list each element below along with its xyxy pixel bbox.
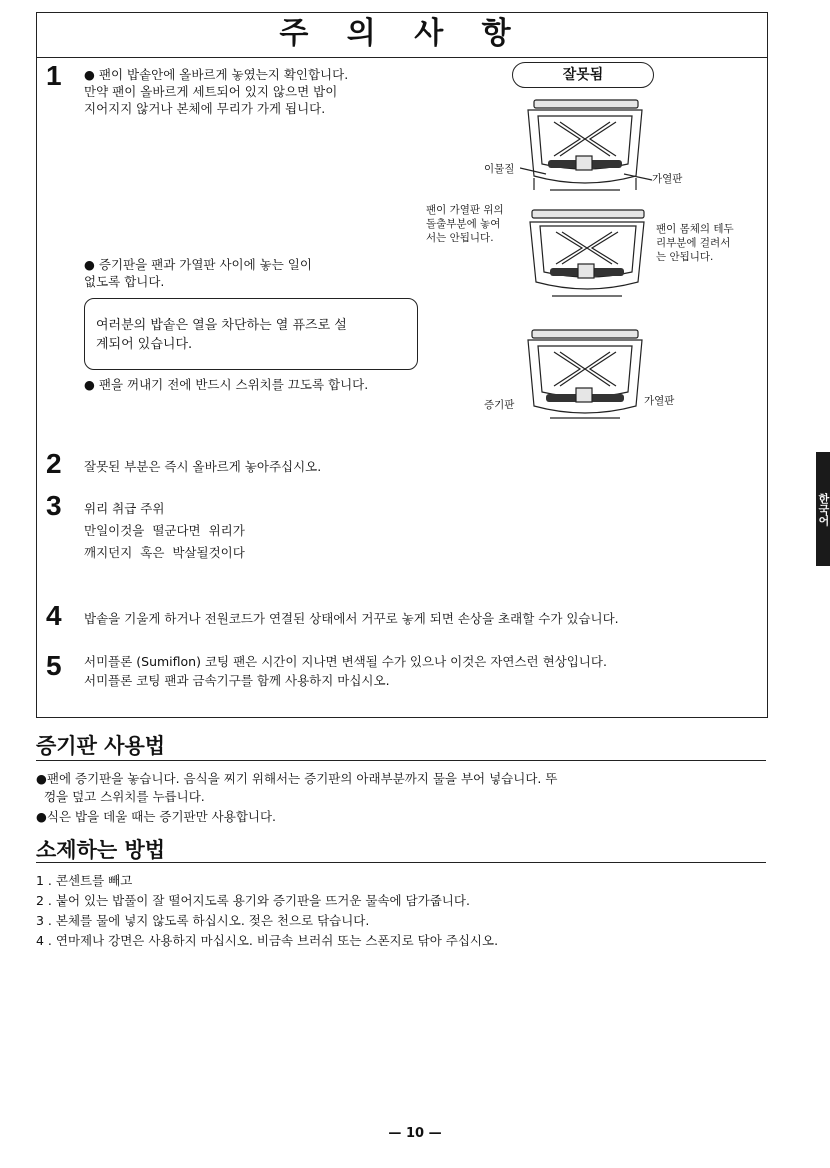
item-1-bullet-b: ● 증기판을 팬과 가열판 사이에 놓는 일이 없도록 합니다.: [84, 257, 312, 289]
item-1-bullet-c: ● 팬을 꺼내기 전에 반드시 스위치를 끄도록 합니다.: [84, 377, 369, 392]
item-3-text: 위리 취급 주위 만일이것을 떨군다면 위리가 깨지던지 혹은 박살될것이다: [84, 501, 245, 560]
cleaning-step-3: 3 . 본체를 물에 넣지 않도록 하십시오. 젖은 천으로 닦습니다.: [36, 913, 370, 928]
fig2-right-label: 팬이 몸체의 테두 리부분에 걸려서 는 안됩니다.: [656, 223, 734, 263]
fig1-left-label: 이물질: [484, 163, 515, 175]
page-number: — 10 —: [388, 1126, 442, 1141]
fig1-leaders: [520, 160, 660, 190]
item-2-text: 잘못된 부분은 즉시 올바르게 놓아주십시오.: [84, 459, 322, 474]
steam-line-1: ●팬에 증기판을 놓습니다. 음식을 찌기 위해서는 증기판의 아래부분까지 물을 부어 넣습니다. 뚜 껑을 덮고 스위치를 누릅니다.: [36, 771, 558, 804]
item-1-bullet-a: ● 팬이 밥솥안에 올바르게 놓였는지 확인합니다. 만약 팬이 올바르게 세트되어 있지 않으면 밥이 지어지지 않거나 본체에 무리가 가게 됩니다.: [84, 67, 349, 116]
item-5-text: 서미플론 (Sumiflon) 코팅 팬은 시간이 지나면 변색될 수가 있으나 이것은 자연스런 현상입니다. 서미플론 코팅 팬과 금속기구를 함께 사용하지 마십시오.: [84, 654, 607, 688]
item-3-number: 3: [46, 490, 62, 521]
cleaning-step-2: 2 . 붙어 있는 밥풀이 잘 떨어지도록 용기와 증기판을 뜨거운 물속에 담가줍니다.: [36, 893, 470, 908]
rice-cooker-figure-2: [526, 206, 650, 306]
steam-section-title: 증기판 사용법: [36, 734, 166, 758]
steam-section-rule: [36, 760, 766, 761]
language-side-tab-label: 한국어: [817, 492, 830, 526]
cleaning-section-title: 소제하는 방법: [36, 838, 166, 862]
steam-line-2: ●식은 밥을 데울 때는 증기판만 사용합니다.: [36, 809, 277, 824]
item-4-text: 밥솥을 기울게 하거나 전원코드가 연결된 상태에서 거꾸로 놓게 되면 손상을 초래할 수가 있습니다.: [84, 611, 619, 626]
cleaning-step-4: 4 . 연마제나 강면은 사용하지 마십시오. 비금속 브러쉬 또는 스폰지로 닦아 주십시오.: [36, 933, 499, 948]
wrong-label: 잘못됨: [512, 62, 654, 88]
item-2-number: 2: [46, 448, 62, 479]
fig1-right-label: 가열판: [652, 173, 683, 185]
item-4-number: 4: [46, 600, 62, 631]
cleaning-step-1: 1 . 콘센트를 빼고: [36, 873, 133, 888]
rice-cooker-figure-3: [520, 326, 650, 430]
item-1-number: 1: [46, 60, 62, 91]
item-5-number: 5: [46, 650, 62, 681]
cleaning-section-rule: [36, 862, 766, 863]
caution-title: 주 의 사 항: [36, 12, 768, 58]
fig3-left-label: 증기판: [484, 399, 515, 411]
fuse-note-text: 여러분의 밥솥은 열을 차단하는 열 퓨즈로 설 계되어 있습니다.: [96, 318, 347, 352]
fig3-right-label: 가열판: [644, 395, 675, 407]
fig2-left-label: 팬이 가열판 위의 돌출부분에 놓여 서는 안됩니다.: [426, 204, 504, 244]
